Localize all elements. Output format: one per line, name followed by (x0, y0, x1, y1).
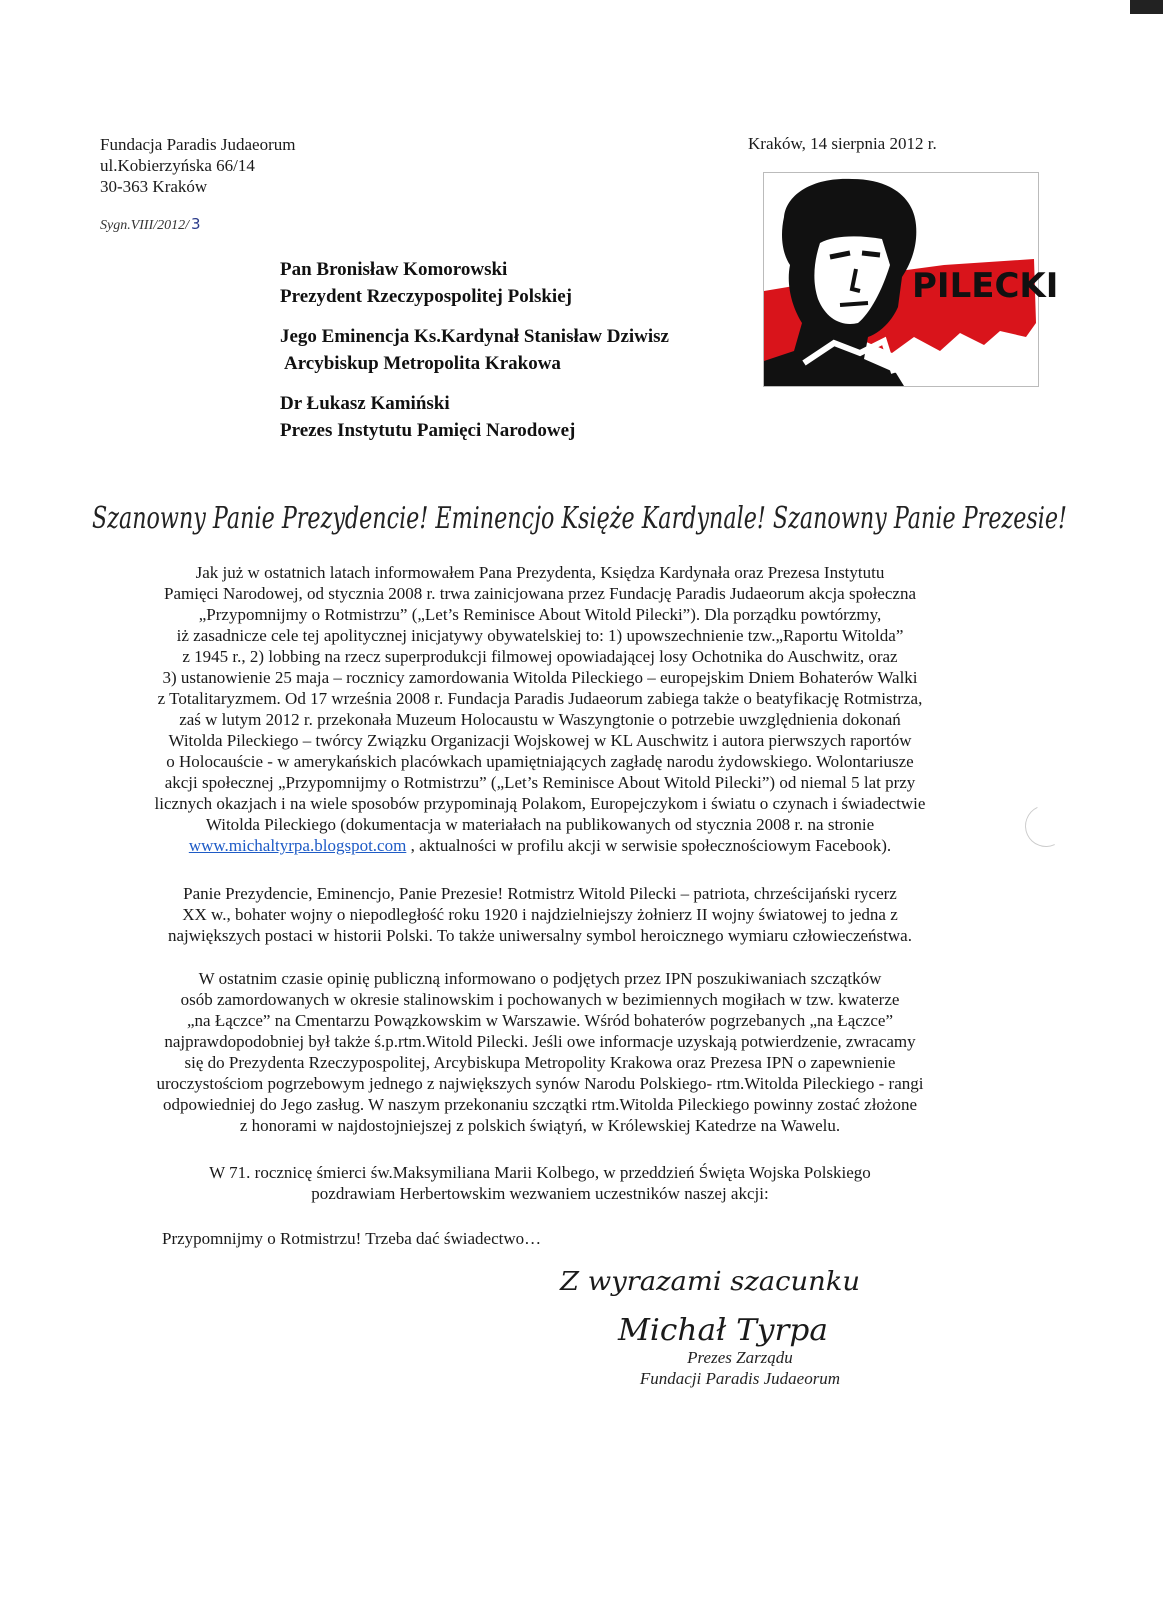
signatory-role: Prezes Zarządu (687, 1348, 793, 1367)
text-line: licznych okazjach i na wiele sposobów przypominają Polakom, Europejczykom i światu o czynach i świadectwie (154, 794, 926, 813)
signatory-title (610, 1347, 870, 1389)
text-line: z honorami w najdostojniejszej z polskich świątyń, w Królewskiej Katedrze na Wawelu. (239, 1116, 841, 1135)
sender-name: Fundacja Paradis Judaeorum (100, 135, 296, 154)
handwritten-greeting (88, 484, 1073, 552)
paragraph-5: Przypomnijmy o Rotmistrzu! Trzeba dać świadectwo… (162, 1229, 542, 1248)
link-tail: , aktualności w profilu akcji w serwisie społecznościowym Facebook). (406, 836, 892, 855)
letter-date: Kraków, 14 sierpnia 2012 r. (748, 134, 937, 153)
text-line: zaś w lutym 2012 r. przekonała Muzeum Holocaustu w Waszyngtonie o potrzebie uwzględnienia dokonań (179, 710, 901, 729)
signature: Michał Tyrpa (616, 1313, 828, 1348)
text-line: W 71. rocznicę śmierci św.Maksymiliana Marii Kolbego, w przeddzień Święta Wojska Polskiego (209, 1163, 871, 1182)
text-line (100, 835, 980, 856)
recipient-title: Arcybiskup Metropolita Krakowa (284, 353, 561, 374)
greeting-text: Szanowny Panie Prezydencie! Eminencjo Księże Kardynale! Szanowny Panie Prezesie! (92, 501, 1067, 536)
text-line: „na Łączce” na Cmentarzu Powązkowskim w Warszawie. Wśród bohaterów pogrzebanych „na Łączce” (186, 1011, 893, 1030)
text-line: odpowiedniej do Jego zasług. W naszym przekonaniu szczątki rtm.Witolda Pileckiego powinny zostać złożone (162, 1095, 918, 1114)
paragraph-4 (100, 1162, 980, 1204)
text-line: osób zamordowanych w okresie stalinowskim i pochowanych w bezimiennych mogiłach w tzw. kwaterze (180, 990, 900, 1009)
text-line: iż zasadnicze cele tej apolitycznej inicjatywy obywatelskiej to: 1) upowszechnienie tzw.„Raportu Witolda” (176, 626, 904, 645)
sender-street: ul.Kobierzyńska 66/14 (100, 156, 255, 175)
recipient-name: Pan Bronisław Komorowski (280, 259, 508, 280)
paragraph-2 (100, 883, 980, 946)
text-line: 3) ustanowienie 25 maja – rocznicy zamordowania Witolda Pileckiego – europejskim Dniem Bohaterów Walki (162, 668, 918, 687)
text-line: Witolda Pileckiego – twórcy Związku Organizacji Wojskowej w KL Auschwitz i autora pierwszych raportów (168, 731, 912, 750)
recipient-president (280, 256, 669, 310)
recipient-cardinal (280, 323, 669, 377)
text-line: XX w., bohater wojny o niepodległość roku 1920 i najdzielniejszy żołnierz II wojny światowej to jedna z (182, 905, 898, 924)
text-line: Jak już w ostatnich latach informowałem Pana Prezydenta, Księdza Kardynała oraz Prezesa Instytutu (195, 563, 885, 582)
recipient-name: Jego Eminencja Ks.Kardynał Stanisław Dziwisz (280, 326, 669, 347)
text-line: o Holocauście - w amerykańskich placówkach upamiętniających zagładę narodu żydowskiego. Wolontariusze (166, 752, 914, 771)
paragraph-3 (100, 968, 980, 1136)
text-line: z 1945 r., 2) lobbing na rzecz superprodukcji filmowej opowiadającej losy Ochotnika do Auschwitz, oraz (182, 647, 898, 666)
text-line: największych postaci w historii Polski. To także uniwersalny symbol heroicznego wymiaru człowieczeństwa. (168, 926, 912, 945)
text-line: pozdrawiam Herbertowskim wezwaniem uczestników naszej akcji: (311, 1184, 769, 1203)
recipient-title: Prezes Instytutu Pamięci Narodowej (280, 420, 576, 441)
recipient-title: Prezydent Rzeczypospolitej Polskiej (280, 286, 572, 307)
text-line: Pamięci Narodowej, od stycznia 2008 r. trwa zainicjowana przez Fundację Paradis Judaeorum akcja społeczna (164, 584, 916, 603)
reference-number (100, 215, 201, 234)
text-line: się do Prezydenta Rzeczypospolitej, Arcybiskupa Metropolity Krakowa oraz Prezesa IPN o zapewnienie (184, 1053, 896, 1072)
pilecki-logo (763, 172, 1059, 387)
blog-link[interactable]: www.michaltyrpa.blogspot.com (188, 836, 407, 855)
scan-artifact (1019, 799, 1073, 853)
recipient-name: Dr Łukasz Kamiński (280, 393, 450, 414)
signatory-organization: Fundacji Paradis Judaeorum (639, 1369, 841, 1388)
sender-city: 30-363 Kraków (100, 177, 208, 196)
text-line: uroczystościom pogrzebowym jednego z największych synów Narodu Polskiego- rtm.Witolda Pileckiego - rangi (156, 1074, 924, 1093)
reference-label: Sygn.VIII/2012/ (100, 218, 190, 233)
text-line: najprawdopodobniej był także ś.p.rtm.Witold Pilecki. Jeśli owe informacje uzyskają potwierdzenie, zwracamy (164, 1032, 916, 1051)
scan-corner-mark (1130, 0, 1163, 14)
text-line: Witolda Pileckiego (dokumentacja w materiałach na publikowanych od stycznia 2008 r. na stronie (205, 815, 875, 834)
text-line: z Totalitaryzmem. Od 17 września 2008 r. Fundacja Paradis Judaeorum zabiega także o beatyfikację Rotmistrza, (157, 689, 923, 708)
text-line: akcji społecznej „Przypomnijmy o Rotmistrzu” („Let’s Reminisce About Witold Pilecki”) od niemal 5 lat przy (164, 773, 916, 792)
recipients-block (280, 256, 669, 457)
text-line: W ostatnim czasie opinię publiczną informowano o podjętych przez IPN poszukiwaniach szczątków (198, 969, 882, 988)
paragraph-1 (100, 562, 980, 856)
text-line: Panie Prezydencie, Eminencjo, Panie Prezesie! Rotmistrz Witold Pilecki – patriota, chrześcijański rycerz (183, 884, 897, 903)
reference-handwritten-number: 3 (191, 215, 201, 233)
text-line: „Przypomnijmy o Rotmistrzu” („Let’s Reminisce About Witold Pilecki”). Dla porządku powtórzmy, (198, 605, 882, 624)
logo-text: PILECKI (912, 266, 1059, 306)
sender-address (100, 134, 295, 197)
closing-text: Z wyrazami szacunku (558, 1267, 860, 1297)
pilecki-portrait-image (764, 173, 1059, 386)
recipient-ipn (280, 390, 669, 444)
